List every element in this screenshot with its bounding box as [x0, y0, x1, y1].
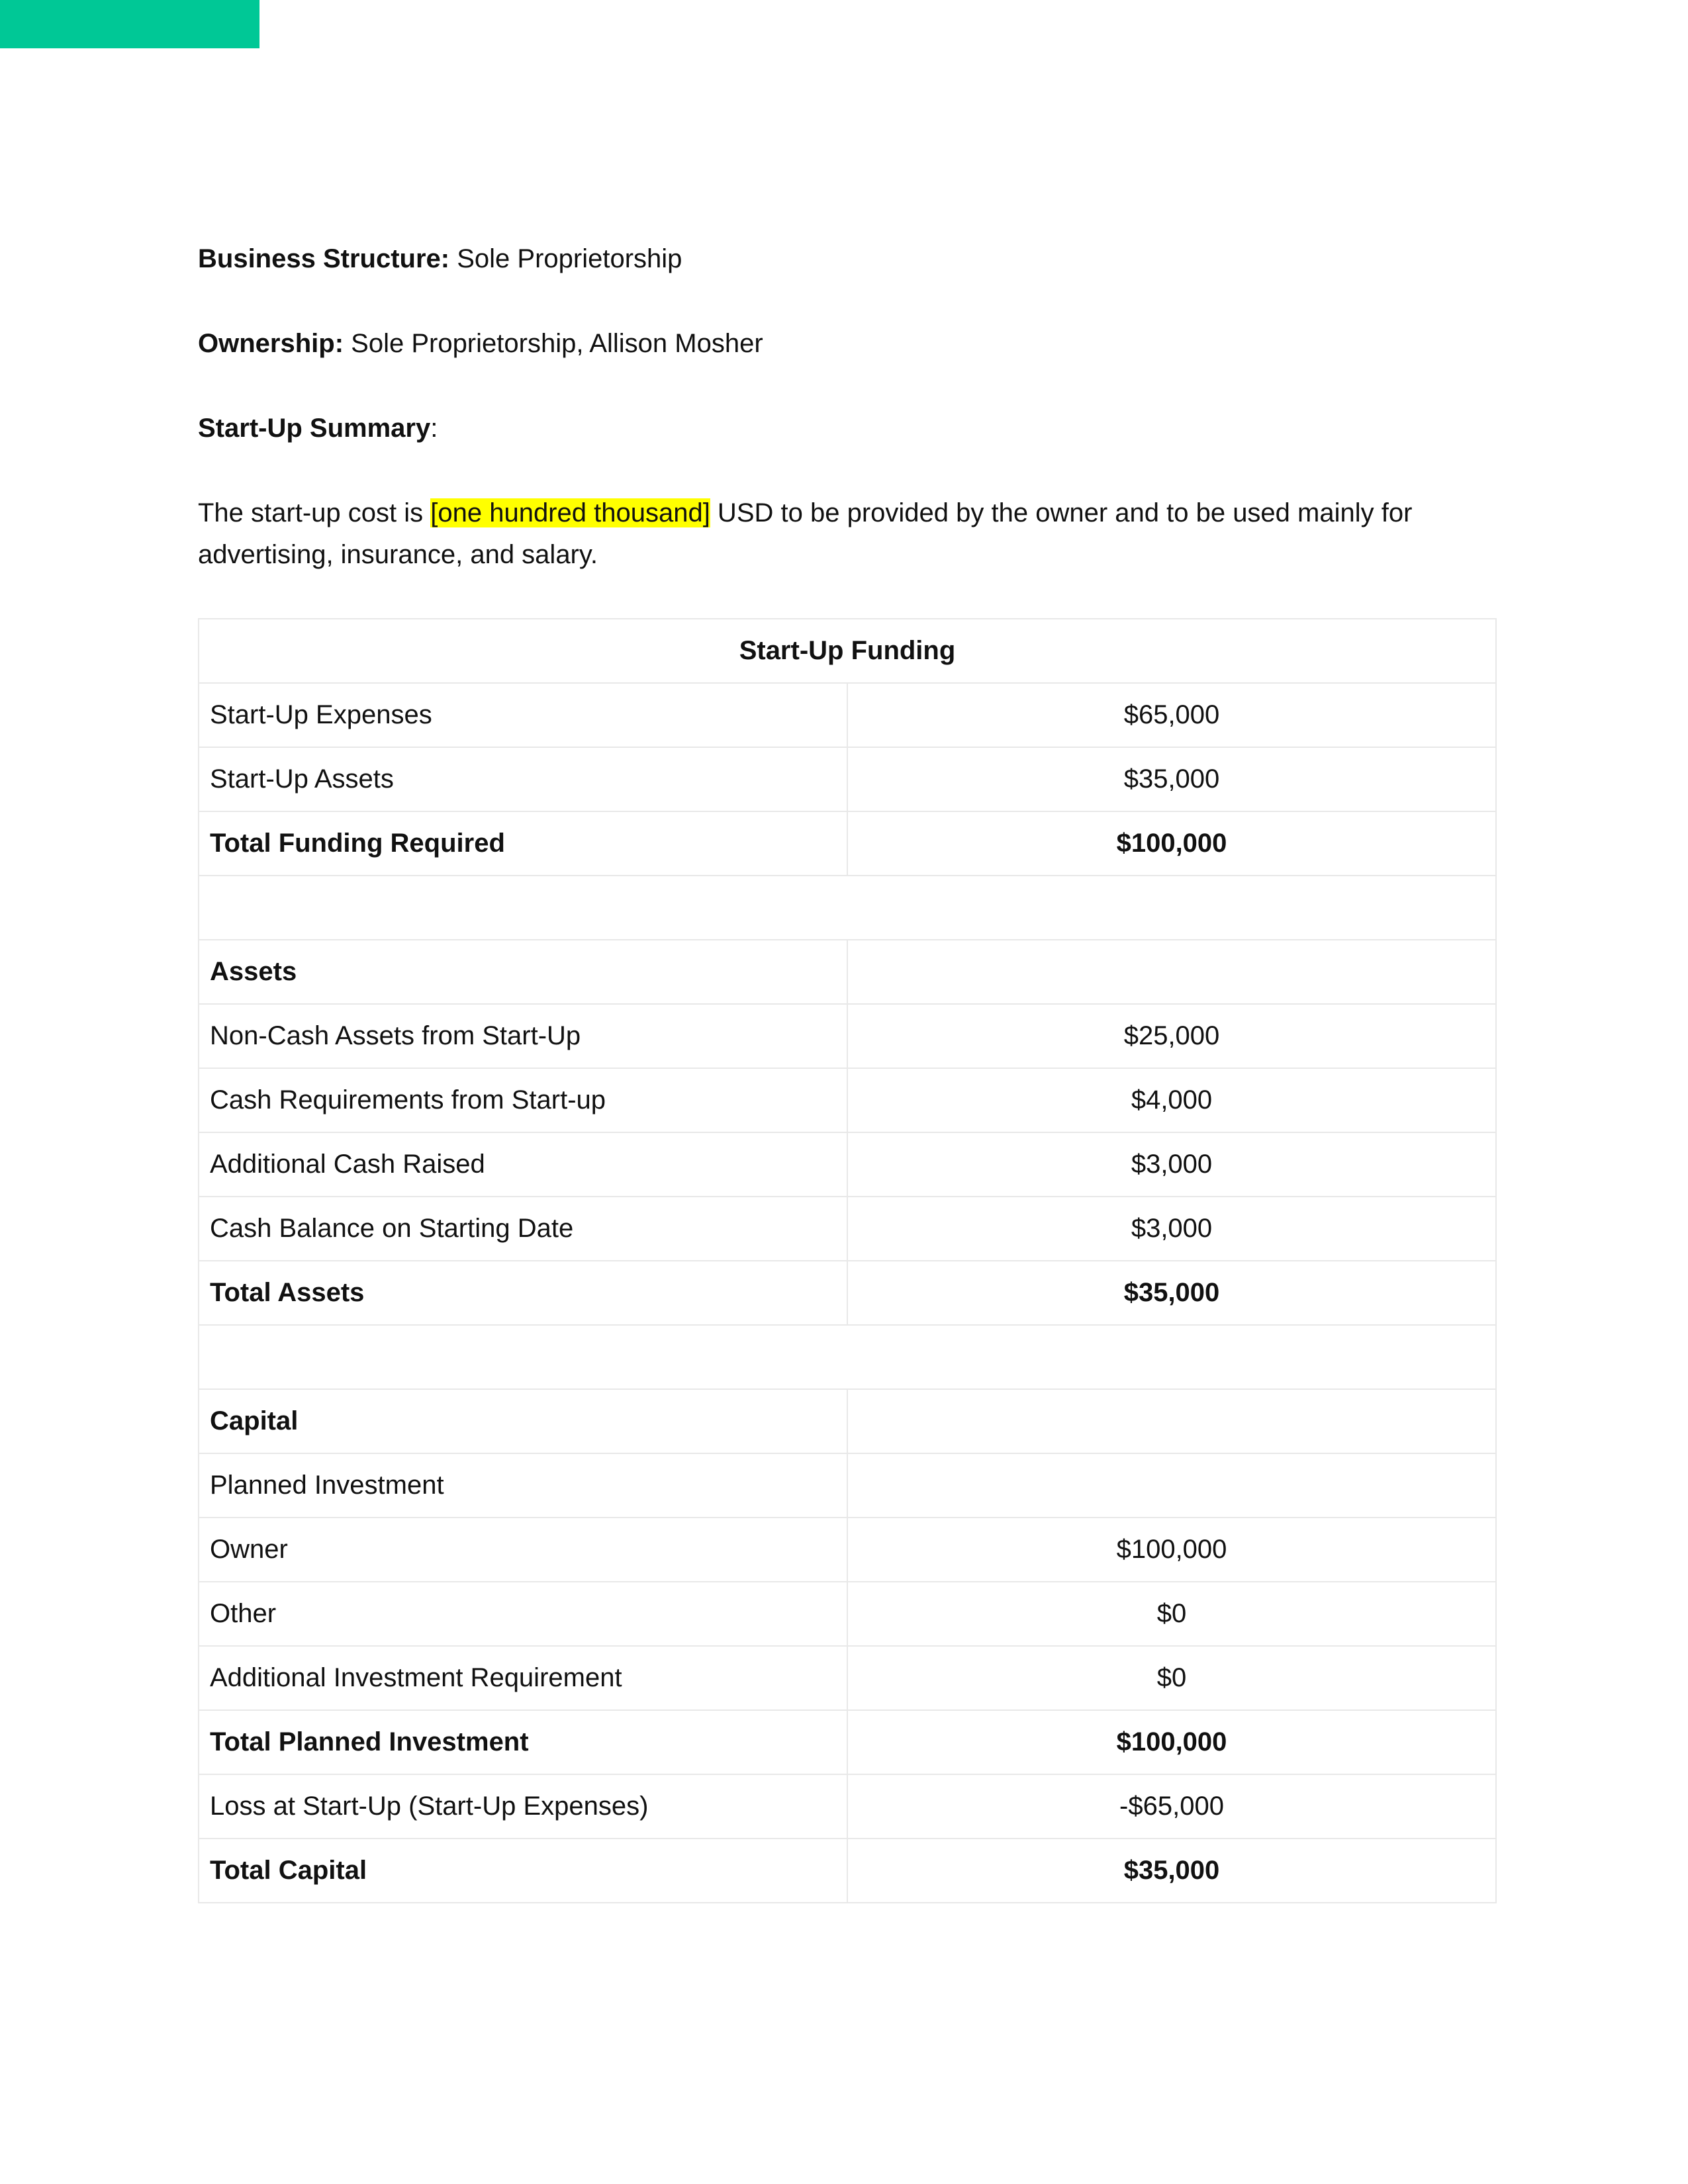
accent-bar: [0, 0, 259, 48]
row-value: $0: [847, 1582, 1496, 1646]
summary-text-before: The start-up cost is: [198, 498, 431, 527]
table-header-row: [199, 619, 1496, 683]
summary-highlight: [one hundred thousand]: [430, 498, 710, 527]
row-label: Cash Requirements from Start-up: [199, 1068, 847, 1132]
summary-text-after: USD to be provided by the owner and to be used mainly for advertising, insurance, and salary.: [198, 498, 1413, 569]
section-label: Capital: [199, 1389, 847, 1453]
business-structure-value: Sole Proprietorship: [449, 244, 682, 273]
table-total-row: [199, 1261, 1496, 1325]
row-label: Additional Investment Requirement: [199, 1646, 847, 1710]
row-value: $3,000: [847, 1197, 1496, 1261]
row-label: Total Planned Investment: [199, 1710, 847, 1774]
table-section-row: [199, 1389, 1496, 1453]
business-structure-line: [198, 238, 1495, 280]
table-row: [199, 1582, 1496, 1646]
row-value: $100,000: [847, 1710, 1496, 1774]
ownership-value: Sole Proprietorship, Allison Mosher: [344, 329, 763, 358]
row-label: Non-Cash Assets from Start-Up: [199, 1004, 847, 1068]
table-total-row: [199, 1710, 1496, 1774]
row-label: Owner: [199, 1518, 847, 1582]
row-label: Additional Cash Raised: [199, 1132, 847, 1197]
startup-funding-table: [198, 618, 1497, 1903]
table-row: [199, 683, 1496, 747]
ownership-label: Ownership:: [198, 329, 344, 358]
row-value: $65,000: [847, 683, 1496, 747]
row-value: [847, 1389, 1496, 1453]
row-value: $35,000: [847, 1261, 1496, 1325]
document-body: [198, 238, 1495, 1903]
spacer-cell: [199, 1325, 1496, 1389]
table-section-row: [199, 940, 1496, 1004]
row-label: Cash Balance on Starting Date: [199, 1197, 847, 1261]
startup-summary-label: Start-Up Summary: [198, 414, 431, 443]
table-row: [199, 1774, 1496, 1839]
startup-summary-heading: [198, 408, 1495, 449]
table-spacer-row: [199, 876, 1496, 940]
ownership-line: [198, 323, 1495, 365]
row-label: Loss at Start-Up (Start-Up Expenses): [199, 1774, 847, 1839]
row-value: $100,000: [847, 1518, 1496, 1582]
table-total-row: [199, 811, 1496, 876]
row-label: Other: [199, 1582, 847, 1646]
row-label: Start-Up Expenses: [199, 683, 847, 747]
table-row: [199, 747, 1496, 811]
business-structure-label: Business Structure:: [198, 244, 450, 273]
startup-summary-colon: :: [430, 414, 438, 443]
table-row: [199, 1453, 1496, 1518]
row-value: $25,000: [847, 1004, 1496, 1068]
row-value: [847, 940, 1496, 1004]
table-title: Start-Up Funding: [199, 619, 1496, 683]
spacer-cell: [199, 876, 1496, 940]
table-spacer-row: [199, 1325, 1496, 1389]
row-label: Total Assets: [199, 1261, 847, 1325]
row-value: $35,000: [847, 747, 1496, 811]
row-value: $0: [847, 1646, 1496, 1710]
table-row: [199, 1068, 1496, 1132]
row-label: Total Funding Required: [199, 811, 847, 876]
table-row: [199, 1646, 1496, 1710]
table-total-row: [199, 1839, 1496, 1903]
row-value: [847, 1453, 1496, 1518]
table-row: [199, 1197, 1496, 1261]
row-label: Total Capital: [199, 1839, 847, 1903]
table-row: [199, 1132, 1496, 1197]
row-value: $100,000: [847, 811, 1496, 876]
row-value: -$65,000: [847, 1774, 1496, 1839]
table-row: [199, 1518, 1496, 1582]
row-value: $3,000: [847, 1132, 1496, 1197]
row-value: $35,000: [847, 1839, 1496, 1903]
row-label: Start-Up Assets: [199, 747, 847, 811]
table-row: [199, 1004, 1496, 1068]
section-label: Assets: [199, 940, 847, 1004]
row-value: $4,000: [847, 1068, 1496, 1132]
row-label: Planned Investment: [199, 1453, 847, 1518]
startup-summary-text: [198, 492, 1495, 576]
